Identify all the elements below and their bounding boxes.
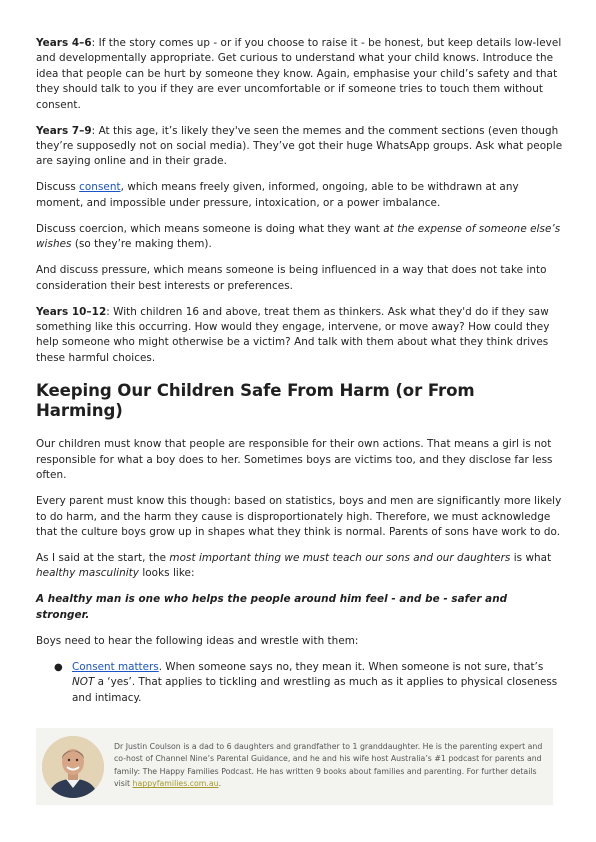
bio-end: . bbox=[218, 779, 222, 789]
masculinity-italic-2: healthy masculinity bbox=[36, 567, 139, 580]
list-item bbox=[54, 660, 564, 706]
author-avatar bbox=[42, 736, 104, 798]
statistics-paragraph: Every parent must know this though: based on statistics, boys and men are significantly more likely to do harm, and the harm they cause is disproportionately high. Therefore, we must acknowledge that the culture boys grow up in shapes what they think is normal. Parents of sons have work to do. bbox=[36, 495, 562, 538]
years-10-12-paragraph bbox=[36, 305, 564, 367]
bullet-text-2: a ‘yes’. That applies to tickling and wrestling as much as it applies to physical closeness and intimacy. bbox=[72, 676, 558, 704]
years-4-6-text: : If the story comes up - or if you choose to raise it - be honest, but keep details low-level and developmentally appropriate. Get curious to understand what your child knows. Introduce the idea that people can be hurt by someone they know. Again, emphasise your child’s safety and that they should talk to you if they are ever uncomfortable or if someone tries to touch them without consent. bbox=[36, 37, 562, 111]
healthy-man-quote: A healthy man is one who helps the people around him feel - and be - safer and stronger. bbox=[36, 593, 508, 621]
years-4-6-paragraph bbox=[36, 36, 564, 113]
ideas-list bbox=[54, 660, 564, 706]
years-10-12-text: : With children 16 and above, treat them as thinkers. Ask what they'd do if they saw something like this occurring. How would they engage, intervene, or move away? How could they help someone who might otherwise be a victim? And talk with them about what they think drives these harmful choices. bbox=[36, 305, 550, 364]
bullet-italic: NOT bbox=[72, 676, 95, 689]
website-link[interactable]: happyfamilies.com.au bbox=[132, 779, 219, 789]
consent-matters-link[interactable]: Consent matters bbox=[72, 660, 159, 673]
coercion-text-before: Discuss coercion, which means someone is doing what they want bbox=[36, 222, 384, 235]
bio-body: Dr Justin Coulson is a dad to 6 daughters and grandfather to 1 granddaughter. He is the parenting expert and co-host of Channel Nine’s Parental Guidance, and he and his wife host Australia’s #1 podcast for parents and family: The Happy Families Podcast. He has written 9 books about families and parenting. For further details visit bbox=[114, 742, 543, 789]
pressure-paragraph: And discuss pressure, which means someone is being influenced in a way that does not take into consideration their best interests or preferences. bbox=[36, 264, 547, 292]
years-10-12-heading: Years 10–12 bbox=[36, 305, 107, 318]
document-body bbox=[36, 36, 564, 706]
years-7-9-paragraph bbox=[36, 124, 564, 170]
masculinity-text-after: looks like: bbox=[138, 567, 195, 580]
years-7-9-heading: Years 7–9 bbox=[36, 124, 92, 137]
coercion-text-after: (so they’re making them). bbox=[71, 238, 212, 251]
years-4-6-heading: Years 4–6 bbox=[36, 37, 92, 49]
ideas-intro-paragraph: Boys need to hear the following ideas and wrestle with them: bbox=[36, 634, 359, 647]
author-bio-text bbox=[114, 741, 546, 791]
consent-link[interactable]: consent bbox=[79, 181, 121, 194]
bullet-text-1: . When someone says no, they mean it. When someone is not sure, that’s bbox=[158, 660, 544, 673]
consent-text-after: , which means freely given, informed, ongoing, able to be withdrawn at any moment, and impossible under pressure, intoxication, or a power imbalance. bbox=[36, 181, 519, 209]
masculinity-italic-1: most important thing we must teach our sons and our daughters bbox=[169, 551, 511, 564]
masculinity-text-before: As I said at the start, the bbox=[36, 551, 170, 564]
coercion-paragraph bbox=[36, 222, 564, 253]
author-bio-box bbox=[36, 728, 553, 805]
consent-paragraph bbox=[36, 180, 564, 211]
author-portrait-icon bbox=[42, 736, 104, 798]
consent-text-before: Discuss bbox=[36, 181, 80, 194]
masculinity-text-middle: is what bbox=[510, 551, 552, 564]
section-heading: Keeping Our Children Safe From Harm (or From Harming) bbox=[36, 381, 475, 421]
masculinity-paragraph bbox=[36, 551, 564, 582]
coercion-italic: at the expense of someone else’s wishes bbox=[36, 222, 561, 251]
bullet-icon: ● bbox=[54, 661, 63, 673]
years-7-9-text: : At this age, it’s likely they've seen the memes and the comment sections (even though they’re supposedly not on social media). They’ve got their huge WhatsApp groups. Ask what people are saying online and in their grade. bbox=[36, 124, 563, 168]
responsibility-paragraph: Our children must know that people are responsible for their own actions. That means a girl is not responsible for what a boy does to her. Sometimes boys are victims too, and they disclose far less often. bbox=[36, 438, 553, 482]
